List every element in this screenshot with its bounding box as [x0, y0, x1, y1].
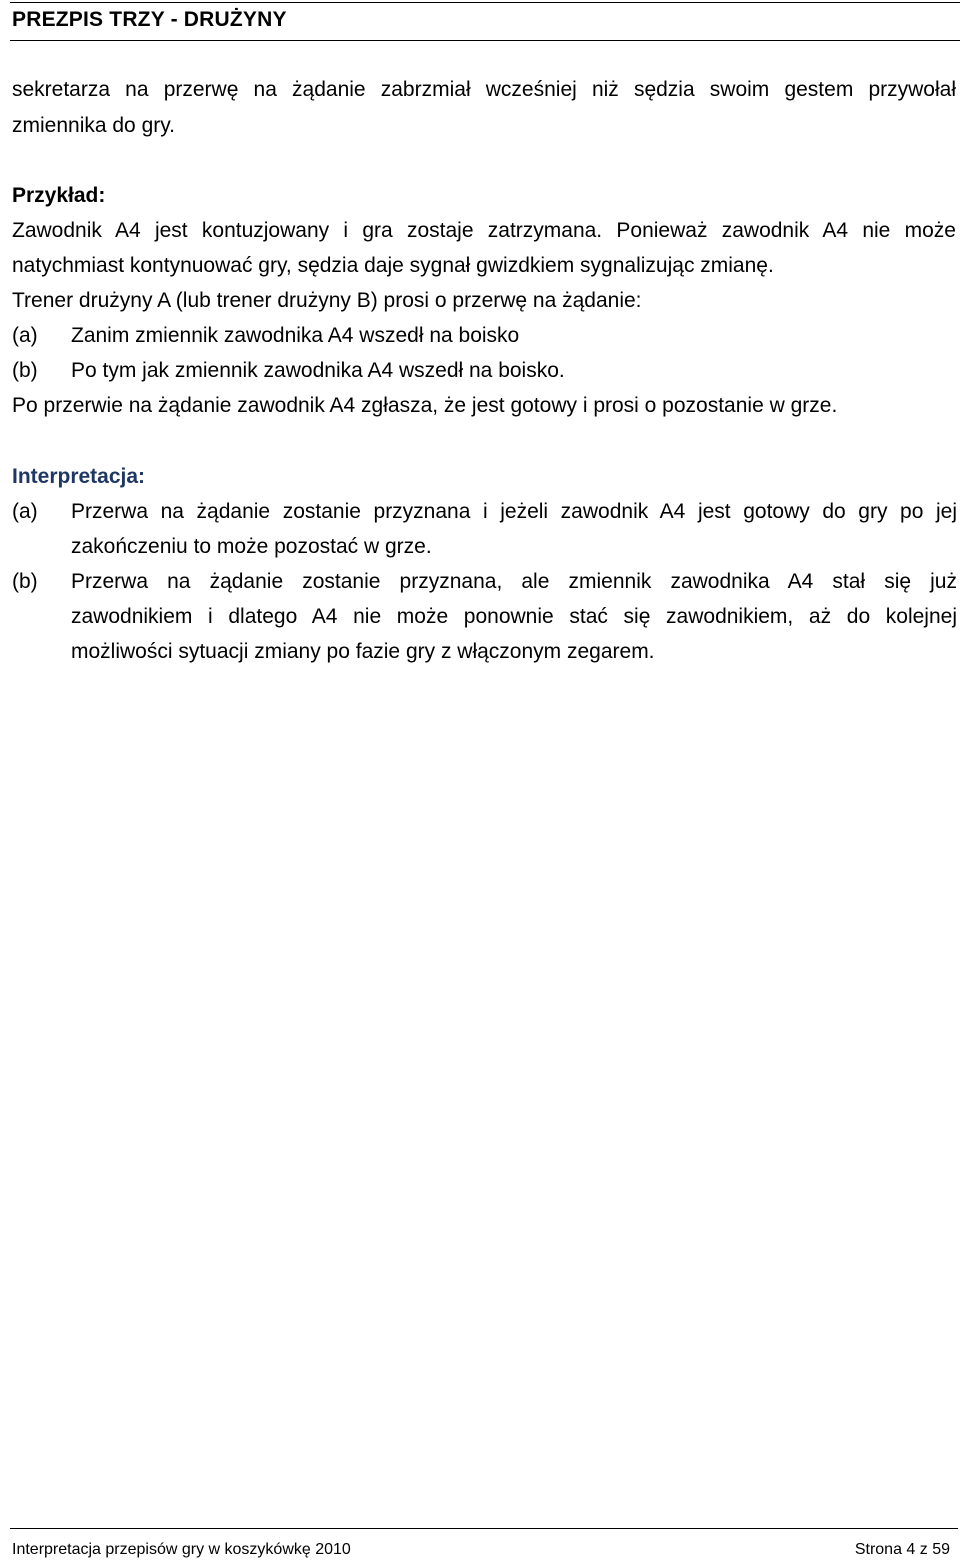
list-item-text: zawodnikiem i dlatego A4 nie może ponownie stać się zawodnikiem, aż do kolejnej [71, 605, 957, 628]
list-item-text: Przerwa na żądanie zostanie przyznana, ale zmiennik zawodnika A4 stał się już [71, 570, 957, 593]
list-item-text: Przerwa na żądanie zostanie przyznana i jeżeli zawodnik A4 jest gotowy do gry po jej [71, 500, 957, 523]
example-line-2: natychmiast kontynuować gry, sędzia daje sygnał gwizdkiem sygnalizując zmianę. [12, 254, 774, 277]
list-item-text: możliwości sytuacji zmiany po fazie gry z włączonym zegarem. [71, 640, 655, 663]
intro-line-1: sekretarza na przerwę na żądanie zabrzmiał wcześniej niż sędzia swoim gestem przywołał [12, 78, 956, 101]
example-line-1: Zawodnik A4 jest kontuzjowany i gra zostaje zatrzymana. Ponieważ zawodnik A4 nie może [12, 219, 956, 242]
example-heading: Przykład: [12, 184, 106, 207]
list-label: (b) [12, 570, 38, 593]
list-item-text: Po tym jak zmiennik zawodnika A4 wszedł na boisko. [71, 359, 565, 382]
interpretation-heading: Interpretacja: [12, 465, 146, 488]
list-item-text: zakończeniu to może pozostać w grze. [71, 535, 432, 558]
header-rule-top [10, 2, 960, 3]
example-line-3: Trener drużyny A (lub trener drużyny B) prosi o przerwę na żądanie: [12, 289, 642, 312]
footer-rule [10, 1528, 958, 1529]
intro-line-2: zmiennika do gry. [12, 114, 176, 137]
list-label: (a) [12, 500, 38, 523]
list-label: (a) [12, 324, 38, 347]
list-label: (b) [12, 359, 38, 382]
footer-document-title: Interpretacja przepisów gry w koszykówkę 2010 [12, 1541, 351, 1558]
example-closing: Po przerwie na żądanie zawodnik A4 zgłasza, że jest gotowy i prosi o pozostanie w grze. [12, 394, 838, 417]
list-item-text: Zanim zmiennik zawodnika A4 wszedł na boisko [71, 324, 520, 347]
header-rule-bottom [10, 40, 960, 41]
footer-page-number: Strona 4 z 59 [854, 1541, 950, 1558]
header-title: PREZPIS TRZY - DRUŻYNY [12, 8, 287, 31]
